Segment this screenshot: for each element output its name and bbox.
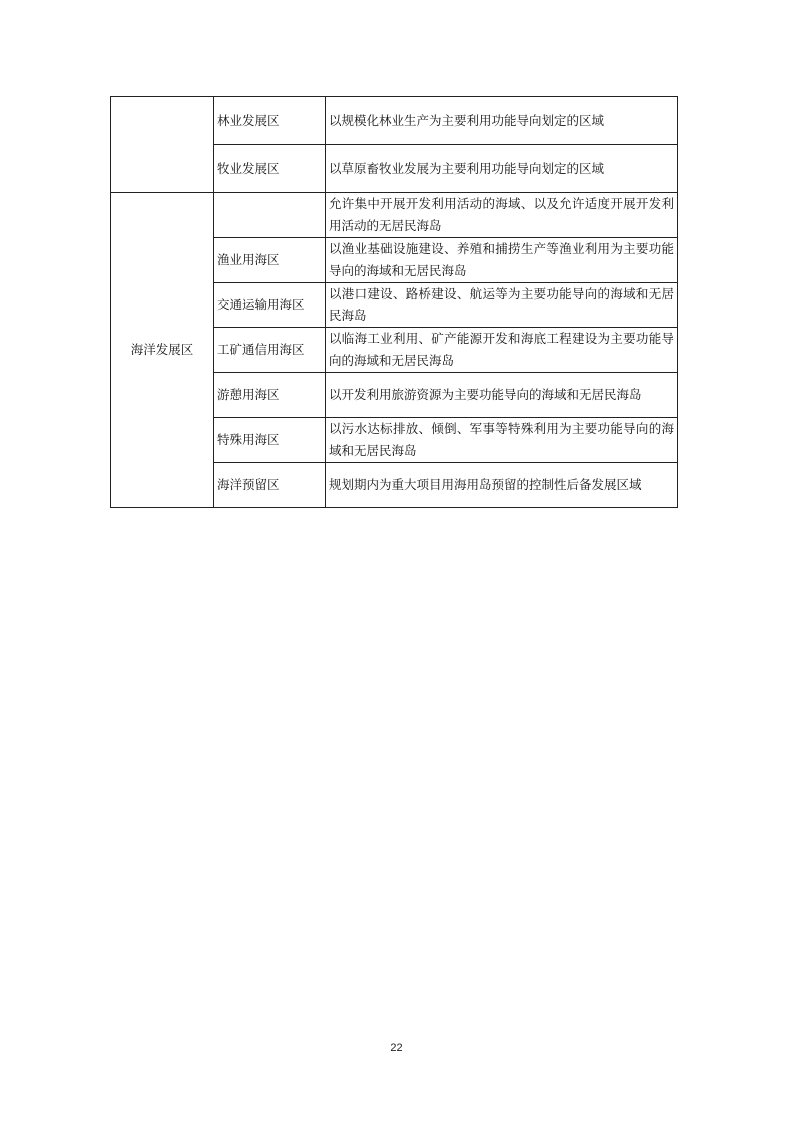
zone-description-cell: 允许集中开展开发利用活动的海域、以及允许适度开展开发利用活动的无居民海岛 (326, 193, 678, 238)
table-row (111, 97, 678, 145)
category-cell: 海洋发展区 (111, 193, 214, 508)
planning-zone-table (110, 96, 678, 508)
zone-description-cell: 以港口建设、路桥建设、航运等为主要功能导向的海域和无居民海岛 (326, 283, 678, 328)
zone-name-cell (214, 193, 326, 238)
zone-description-cell: 以渔业基础设施建设、养殖和捕捞生产等渔业利用为主要功能导向的海域和无居民海岛 (326, 238, 678, 283)
zone-name-cell: 海洋预留区 (214, 463, 326, 508)
zone-name-cell: 渔业用海区 (214, 238, 326, 283)
zone-name-cell: 牧业发展区 (214, 145, 326, 193)
zone-name-cell: 游憩用海区 (214, 373, 326, 418)
category-cell-empty (111, 97, 214, 193)
page-number: 22 (390, 1042, 403, 1054)
table-row (111, 193, 678, 238)
zone-name-cell: 特殊用海区 (214, 418, 326, 463)
zone-name-cell: 林业发展区 (214, 97, 326, 145)
zone-description-cell: 以开发利用旅游资源为主要功能导向的海域和无居民海岛 (326, 373, 678, 418)
zone-description-cell: 以规模化林业生产为主要利用功能导向划定的区域 (326, 97, 678, 145)
zone-description-cell: 以草原畜牧业发展为主要利用功能导向划定的区域 (326, 145, 678, 193)
zone-description-cell: 以临海工业利用、矿产能源开发和海底工程建设为主要功能导向的海域和无居民海岛 (326, 328, 678, 373)
zone-name-cell: 工矿通信用海区 (214, 328, 326, 373)
zone-name-cell: 交通运输用海区 (214, 283, 326, 328)
zone-description-cell: 以污水达标排放、倾倒、军事等特殊利用为主要功能导向的海域和无居民海岛 (326, 418, 678, 463)
zone-description-cell: 规划期内为重大项目用海用岛预留的控制性后备发展区域 (326, 463, 678, 508)
